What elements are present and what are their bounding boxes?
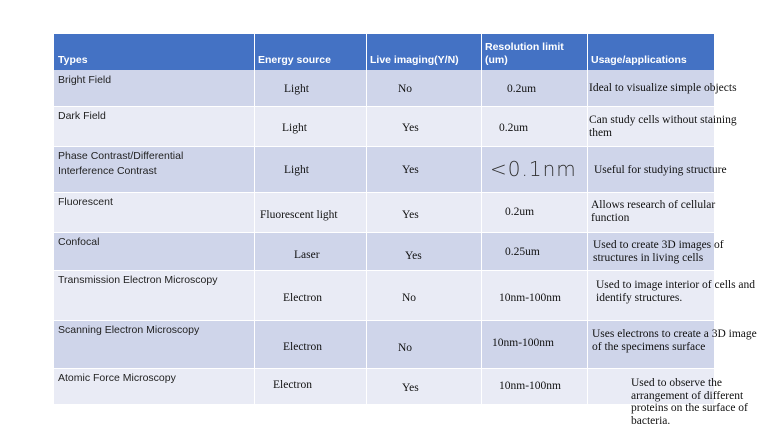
row-live: Yes: [402, 164, 419, 176]
row-live: No: [398, 83, 413, 95]
row-usage: Used to image interior of cells and identify structures.: [596, 279, 756, 304]
row-energy: Light: [284, 83, 309, 95]
header-usage-label: Usage/applications: [591, 54, 687, 66]
table-row: [54, 146, 727, 192]
table-row: [54, 232, 724, 270]
header-live-label: Live imaging(Y/N): [370, 54, 459, 66]
row-live: Yes: [402, 209, 419, 221]
row-type: [58, 149, 248, 179]
row-energy: Electron: [273, 379, 312, 391]
header-resolution-label-2: (um): [485, 54, 508, 66]
header-types: [54, 34, 254, 70]
header-types-label: Types: [58, 54, 88, 66]
row-energy: Electron: [283, 292, 322, 304]
row-type: Scanning Electron Microscopy: [58, 324, 200, 336]
microscopy-comparison-table: [54, 34, 757, 427]
row-type: Confocal: [58, 236, 100, 248]
table-header: [54, 34, 714, 70]
row-usage: Allows research of cellular function: [591, 199, 716, 224]
table-row: [54, 192, 714, 232]
row-energy: Light: [282, 122, 307, 134]
header-live-imaging: [366, 34, 481, 70]
row-type-line-1: Phase Contrast/Differential: [58, 150, 184, 162]
row-resolution: 10nm-100nm: [492, 337, 554, 349]
row-type-line-2: Interference Contrast: [58, 165, 157, 177]
row-usage: Used to create 3D images of structures in living cells: [593, 239, 724, 264]
row-resolution: 0.2um: [507, 83, 537, 95]
table-row: [54, 320, 757, 368]
row-resolution: 10nm-100nm: [499, 292, 561, 304]
header-energy-label: Energy source: [258, 54, 331, 66]
row-live: Yes: [402, 122, 419, 134]
row-usage: Can study cells without staining them: [589, 114, 737, 139]
row-energy: Laser: [294, 249, 320, 261]
header-energy-source: [254, 34, 366, 70]
row-usage: Useful for studying structure: [594, 164, 727, 176]
row-resolution-handwritten: <0.1nm: [490, 157, 577, 181]
header-usage: [587, 34, 714, 70]
row-type: Atomic Force Microscopy: [58, 372, 176, 384]
row-energy: Light: [284, 164, 309, 176]
header-resolution-label-1: Resolution limit: [485, 41, 564, 53]
row-resolution: 0.2um: [499, 122, 529, 134]
row-type: Bright Field: [58, 74, 112, 86]
row-energy: Fluorescent light: [260, 209, 338, 221]
row-live: Yes: [405, 250, 422, 262]
row-live: No: [398, 342, 413, 354]
row-usage: Uses electrons to create a 3D image of the specimens surface: [592, 328, 757, 353]
header-resolution-limit: [481, 34, 587, 70]
row-type: Fluorescent: [58, 196, 113, 208]
row-resolution: 10nm-100nm: [499, 380, 561, 392]
row-resolution: 0.2um: [505, 206, 535, 218]
row-usage: Used to observe the arrangement of different proteins on the surface of bacteria.: [631, 377, 748, 427]
row-type: Dark Field: [58, 110, 106, 122]
table-row: [54, 270, 756, 320]
table-row: [54, 106, 737, 146]
row-live: No: [402, 292, 417, 304]
row-resolution: 0.25um: [505, 246, 540, 258]
row-energy: Electron: [283, 341, 322, 353]
row-usage: Ideal to visualize simple objects: [589, 82, 737, 94]
row-live: Yes: [402, 382, 419, 394]
table-row: [54, 70, 737, 106]
table-row: [54, 368, 748, 427]
row-type: Transmission Electron Microscopy: [58, 274, 218, 286]
